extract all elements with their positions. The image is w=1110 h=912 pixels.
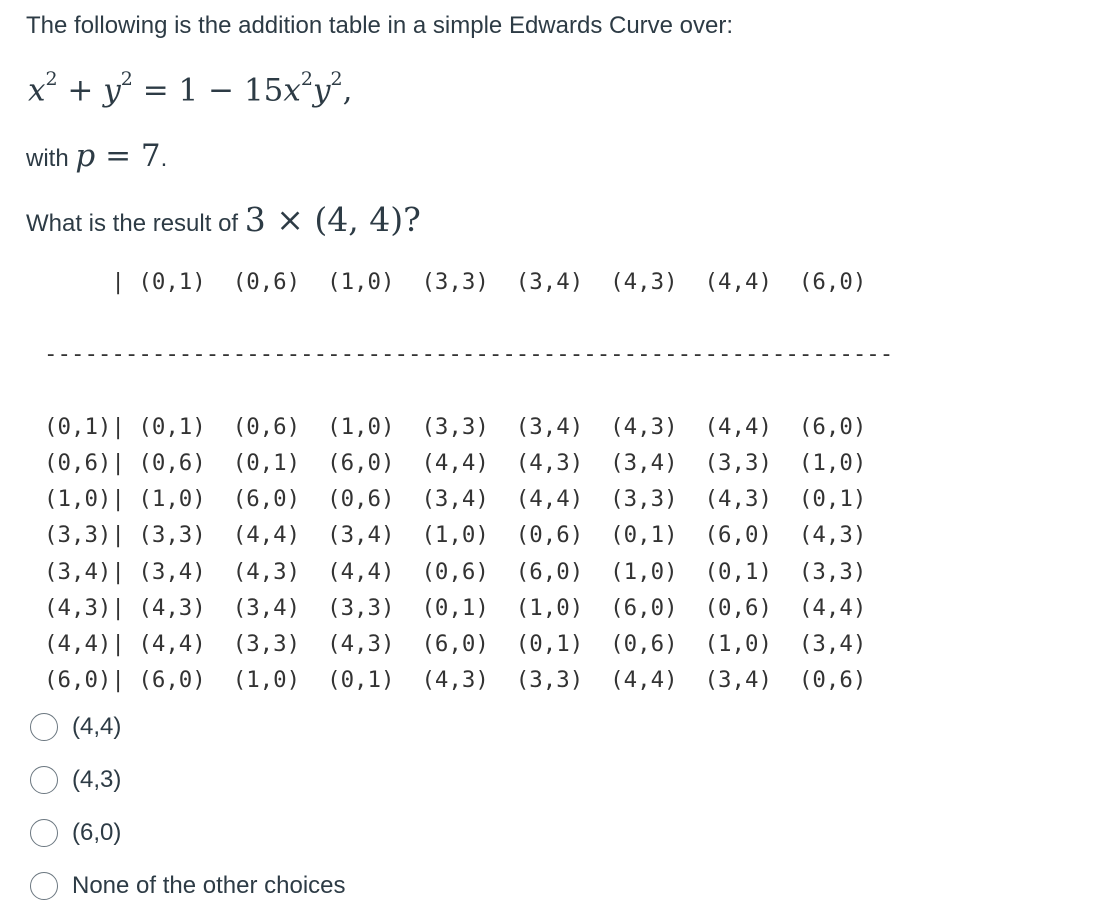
choice-option-4[interactable] (28, 859, 346, 912)
eq-y: y (313, 72, 331, 109)
table-row: (6,0)| (6,0) (1,0) (0,1) (4,3) (3,3) (4,4) (3,4) (0,6) (44, 667, 867, 694)
table-row: (3,3)| (3,3) (4,4) (3,4) (1,0) (0,6) (0,1) (6,0) (4,3) (44, 522, 867, 549)
table-spacer (44, 373, 893, 409)
eq-comma: , (342, 72, 353, 109)
table-row: (4,3)| (4,3) (3,4) (3,3) (0,1) (1,0) (6,0) (0,6) (4,4) (44, 594, 867, 621)
prime-var: p (75, 138, 96, 174)
choice-option-3[interactable] (28, 806, 346, 859)
curve-equation (28, 68, 353, 109)
table-row: (3,4)| (3,4) (4,3) (4,4) (0,6) (6,0) (1,0) (0,1) (3,3) (44, 558, 867, 585)
prime-value: = 7 (95, 138, 161, 174)
eq-x: x (28, 72, 46, 109)
table-row: (0,1)| (0,1) (0,6) (1,0) (3,3) (3,4) (4,3) (4,4) (6,0) (44, 413, 867, 440)
radio-button[interactable] (30, 872, 58, 900)
radio-button[interactable] (30, 819, 58, 847)
question-text (26, 200, 421, 239)
question-intro: The following is the addition table in a simple Edwards Curve over: (26, 12, 734, 39)
eq-x: x (283, 72, 301, 109)
prime-statement (26, 138, 167, 174)
radio-button[interactable] (30, 713, 58, 741)
eq-exp: 2 (300, 68, 313, 90)
choice-label: (6,0) (72, 818, 122, 846)
question-math: 3 × (4, 4)? (244, 200, 421, 239)
choice-option-1[interactable] (28, 700, 346, 753)
table-separator: --------------------------------------------------------------- (44, 341, 894, 368)
addition-table (44, 264, 893, 698)
eq-exp: 2 (45, 68, 58, 90)
eq-rhs: = 1 − 15 (132, 72, 284, 109)
table-row: (4,4)| (4,4) (3,3) (4,3) (6,0) (0,1) (0,6) (1,0) (3,4) (44, 631, 867, 657)
choice-label: None of the other choices (72, 871, 346, 899)
choice-option-2[interactable] (28, 753, 346, 806)
eq-plus: + (57, 72, 104, 109)
answer-choices (28, 700, 346, 912)
prime-prefix: with (26, 145, 76, 172)
prime-math (75, 138, 160, 174)
choice-label: (4,3) (72, 765, 122, 793)
table-row: (1,0)| (1,0) (6,0) (0,6) (3,4) (4,4) (3,3) (4,3) (0,1) (44, 486, 867, 513)
eq-y: y (103, 72, 121, 109)
radio-button[interactable] (30, 766, 58, 794)
table-row: (0,6)| (0,6) (0,1) (6,0) (4,4) (4,3) (3,4) (3,3) (1,0) (44, 449, 867, 476)
table-spacer (44, 300, 893, 336)
choice-label: (4,4) (72, 712, 122, 740)
eq-exp: 2 (120, 68, 133, 90)
eq-exp: 2 (330, 68, 343, 90)
question-prefix: What is the result of (26, 210, 245, 237)
prime-suffix: . (160, 145, 168, 172)
table-header: | (0,1) (0,6) (1,0) (3,3) (3,4) (4,3) (4,4) (6,0) (44, 269, 867, 295)
